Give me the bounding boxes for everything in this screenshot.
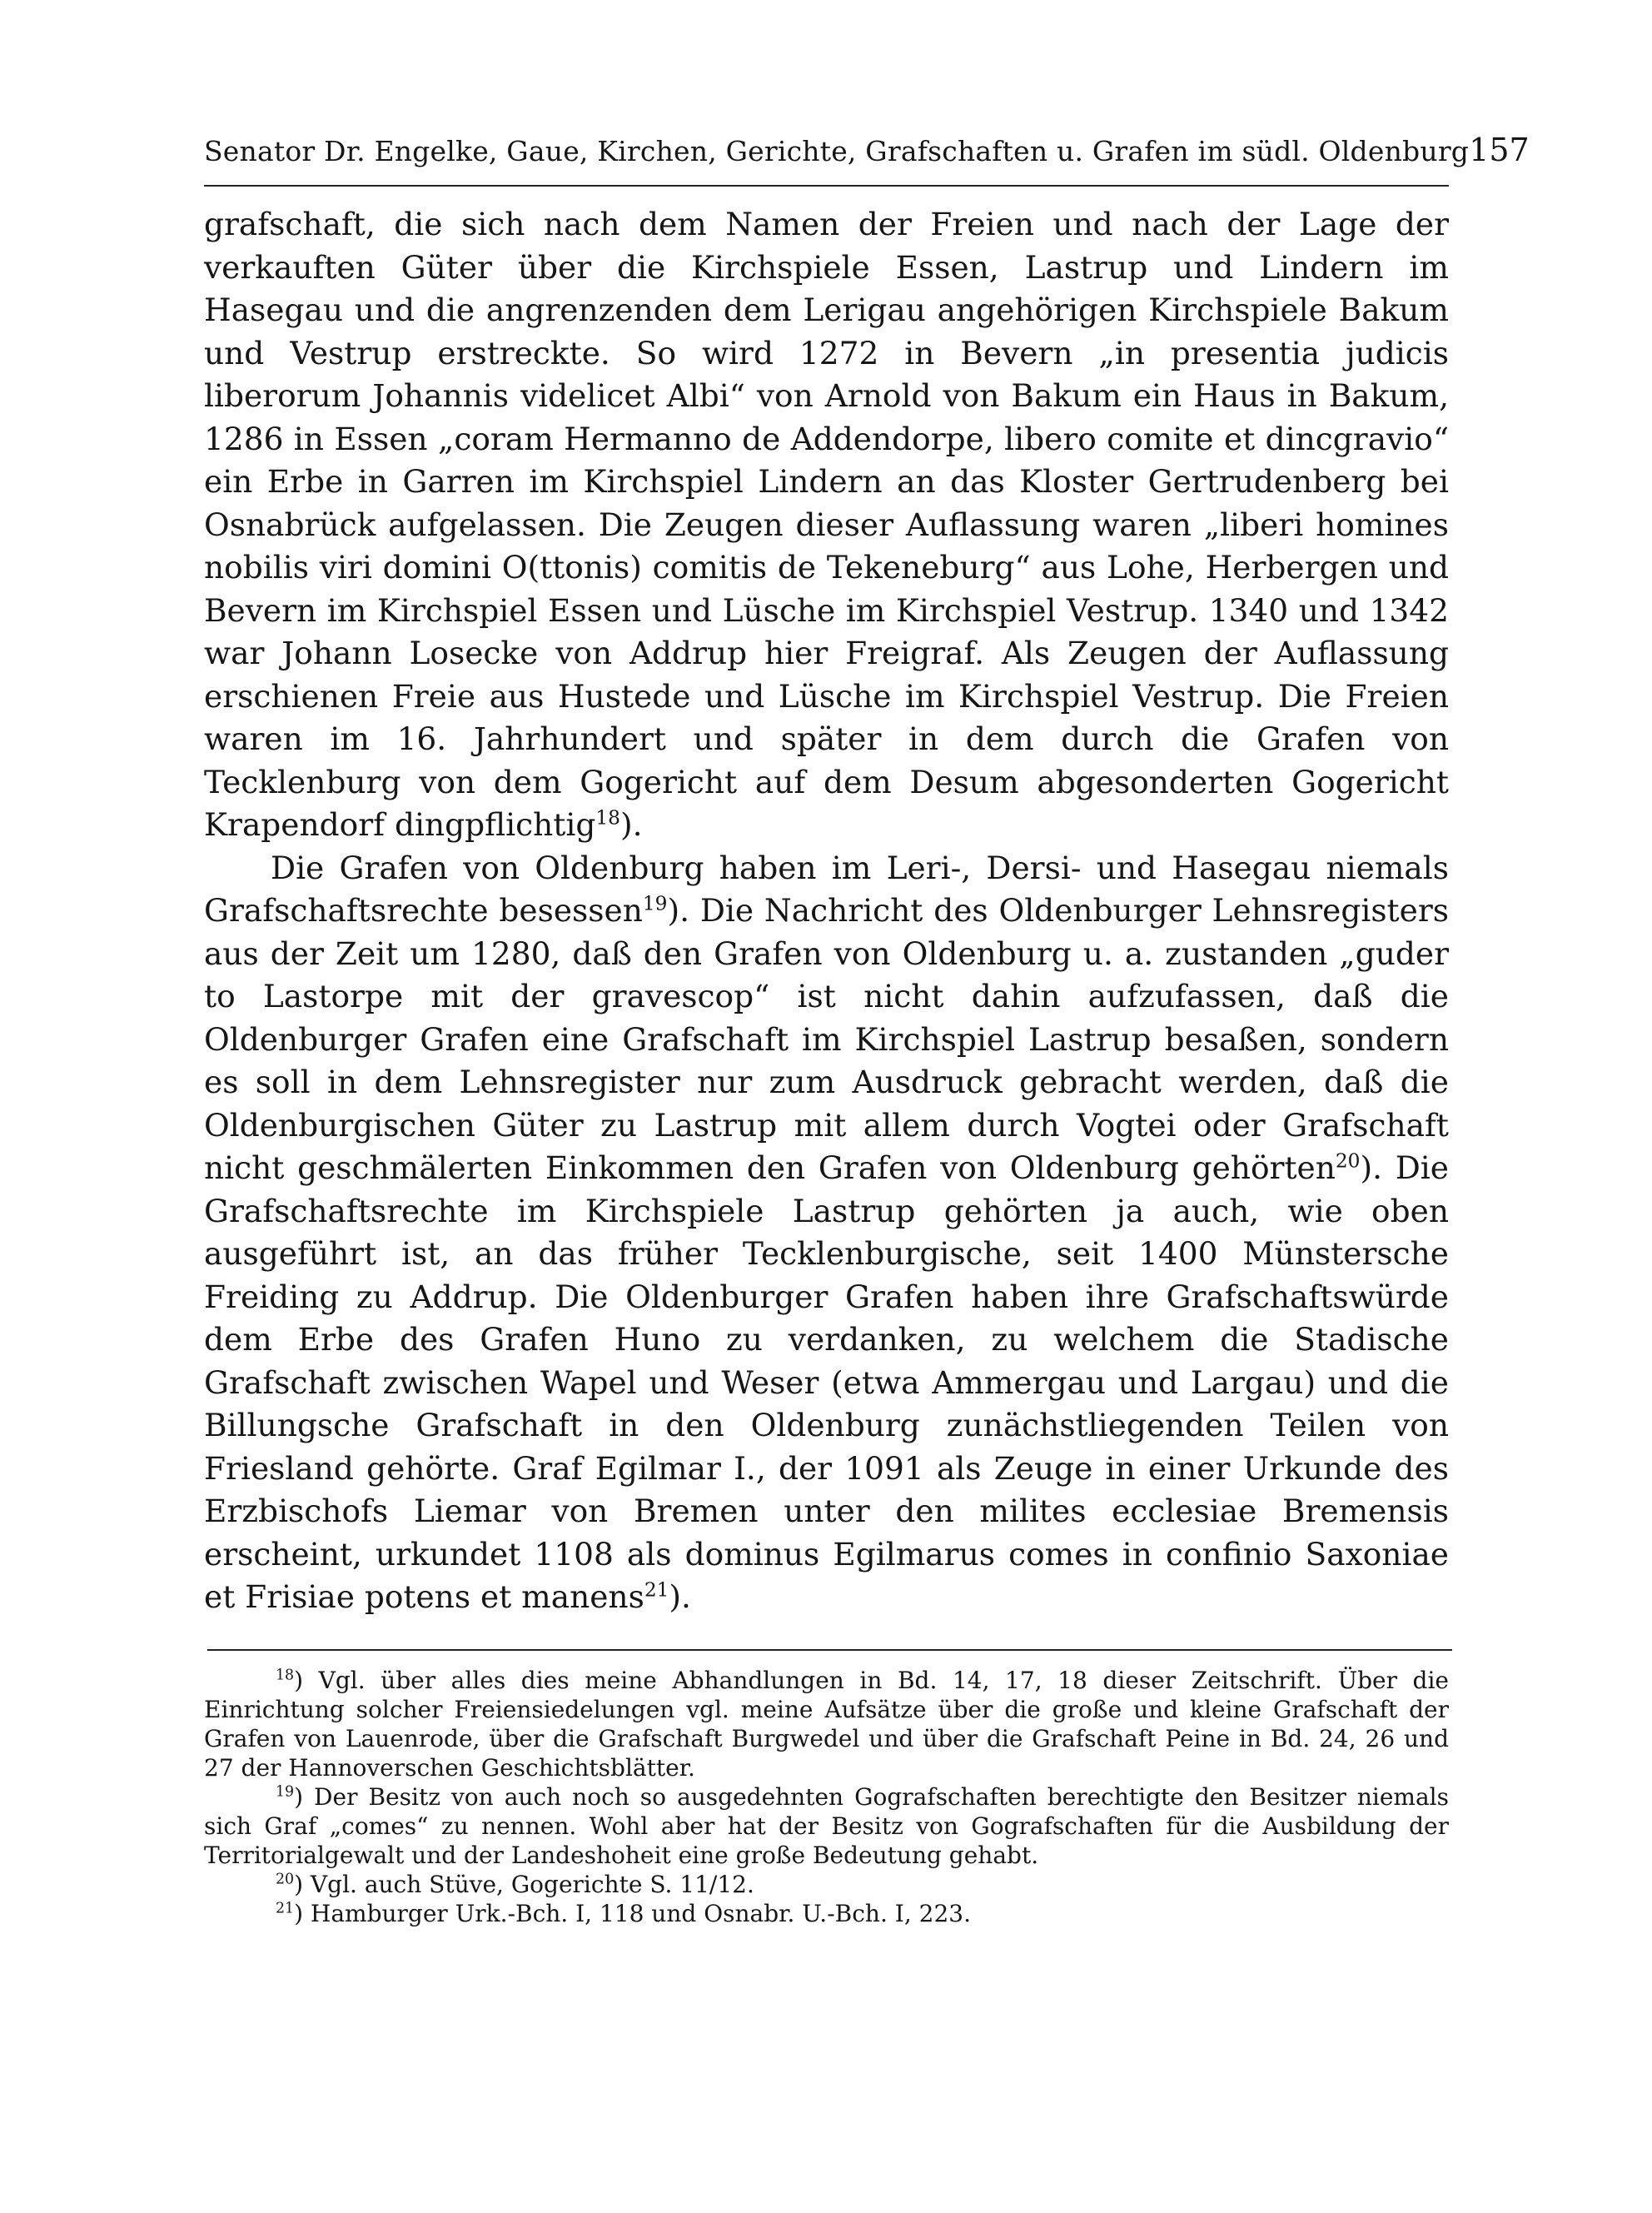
footnote-19 bbox=[204, 1782, 1449, 1870]
footnote-number-21: 21 bbox=[276, 1900, 295, 1917]
footnote-18-text: ) Vgl. über alles dies meine Abhandlungen in Bd. 14, 17, 18 dieser Zeitschrift. Über die Einrichtung solcher Freiensiedelungen vgl. meine Aufsätze über die große und kleine Grafschaft der Grafen von Lauenrode, über die Grafschaft Burgwedel und über die Grafschaft Peine in Bd. 24, 26 und 27 der Hannoverschen Geschichtsblätter. bbox=[204, 1666, 1449, 1782]
running-head bbox=[204, 125, 1530, 187]
paragraph-2 bbox=[204, 847, 1449, 1619]
paragraph-1-text: grafschaft, die sich nach dem Namen der Freien und nach der Lage der verkauften Güter über die Kirchspiele Essen, Lastrup und Lindern im Hasegau und die angrenzenden dem Lerigau angehörigen Kirchspiele Bakum und Vestrup erstreckte. So wird 1272 in Bevern „in presentia judicis liberorum Johannis videlicet Albi“ von Arnold von Bakum ein Haus in Bakum, 1286 in Essen „coram Hermanno de Addendorpe, libero comite et dincgravio“ ein Erbe in Garren im Kirchspiel Lindern an das Kloster Gertrudenberg bei Osnabrück aufgelassen. Die Zeugen dieser Auflassung waren „liberi homines nobilis viri domini O(ttonis) comitis de Tekeneburg“ aus Lohe, Herbergen und Bevern im Kirchspiel Essen und Lüsche im Kirchspiel Vestrup. 1340 und 1342 war Johann Losecke von Addrup hier Freigraf. Als Zeugen der Auflassung erschienen Freie aus Hustede und Lüsche im Kirchspiel Vestrup. Die Freien waren im 16. Jahrhundert und später in dem durch die Grafen von Tecklenburg von dem Gogericht auf dem Desum abgesonderten Gogericht Krapendorf dingpflichtig bbox=[204, 206, 1449, 843]
footnote-ref-20: 20 bbox=[1335, 1149, 1361, 1173]
paragraph-2-text-b: ). Die Nachricht des Oldenburger Lehnsregisters aus der Zeit um 1280, daß den Grafen von Oldenburg u. a. zustanden „guder to Lastorpe mit der gravescop“ ist nicht dahin aufzufassen, daß die Oldenburger Grafen eine Grafschaft im Kirchspiel Lastrup besaßen, sondern es soll in dem Lehnsregister nur zum Ausdruck gebracht werden, daß die Oldenburgischen Güter zu Lastrup mit allem durch Vogtei oder Grafschaft nicht geschmälerten Einkommen den Grafen von Oldenburg gehörten bbox=[204, 892, 1449, 1186]
main-text bbox=[204, 203, 1449, 1619]
footnotes bbox=[204, 1666, 1449, 1928]
footnote-21 bbox=[204, 1899, 1449, 1928]
footnote-ref-21: 21 bbox=[644, 1578, 669, 1602]
document-page bbox=[204, 125, 1530, 1928]
footnote-number-19: 19 bbox=[276, 1783, 295, 1801]
page-number: 157 bbox=[1469, 132, 1530, 168]
paragraph-2-text-d: ). bbox=[669, 1578, 691, 1615]
footnote-21-text: ) Hamburger Urk.-Bch. I, 118 und Osnabr. U.-Bch. I, 223. bbox=[294, 1899, 971, 1927]
footnote-20 bbox=[204, 1870, 1449, 1899]
footnote-18 bbox=[204, 1666, 1449, 1782]
running-title: Senator Dr. Engelke, Gaue, Kirchen, Gerichte, Grafschaften u. Grafen im südl. Oldenburg bbox=[204, 135, 1470, 167]
footnote-ref-19: 19 bbox=[642, 892, 668, 915]
footnote-number-20: 20 bbox=[276, 1871, 295, 1888]
paragraph-2-text-c: ). Die Grafschaftsrechte im Kirchspiele Lastrup gehörten ja auch, wie oben ausgeführt ist, an das früher Tecklenburgische, seit 1400 Münstersche Freiding zu Addrup. Die Oldenburger Grafen haben ihre Grafschaftswürde dem Erbe des Grafen Huno zu verdanken, zu welchem die Stadische Grafschaft zwischen Wapel und Weser (etwa Ammergau und Largau) und die Billungsche Grafschaft in den Oldenburg zunächstliegenden Teilen von Friesland gehörte. Graf Egilmar I., der 1091 als Zeuge in einer Urkunde des Erzbischofs Liemar von Bremen unter den milites ecclesiae Bremensis erscheint, urkundet 1108 als dominus Egilmarus comes in confinio Saxoniae et Frisiae potens et manens bbox=[204, 1149, 1449, 1615]
footnote-divider bbox=[207, 1649, 1452, 1651]
paragraph-1 bbox=[204, 203, 1449, 847]
footnote-number-18: 18 bbox=[276, 1667, 295, 1684]
footnote-20-text: ) Vgl. auch Stüve, Gogerichte S. 11/12. bbox=[294, 1870, 754, 1898]
paragraph-2-text-a: Die Grafen von Oldenburg haben im Leri-, Dersi- und Hasegau niemals Grafschaftsrechte besessen bbox=[204, 849, 1449, 929]
footnote-19-text: ) Der Besitz von auch noch so ausgedehnten Gografschaften berechtigte den Besitzer niemals sich Graf „comes“ zu nennen. Wohl aber hat der Besitz von Gografschaften für die Ausbildung der Territorialgewalt und der Landeshoheit eine große Bedeutung gehabt. bbox=[204, 1782, 1449, 1869]
paragraph-1-text-end: ). bbox=[620, 806, 643, 843]
footnote-ref-18: 18 bbox=[595, 806, 620, 830]
